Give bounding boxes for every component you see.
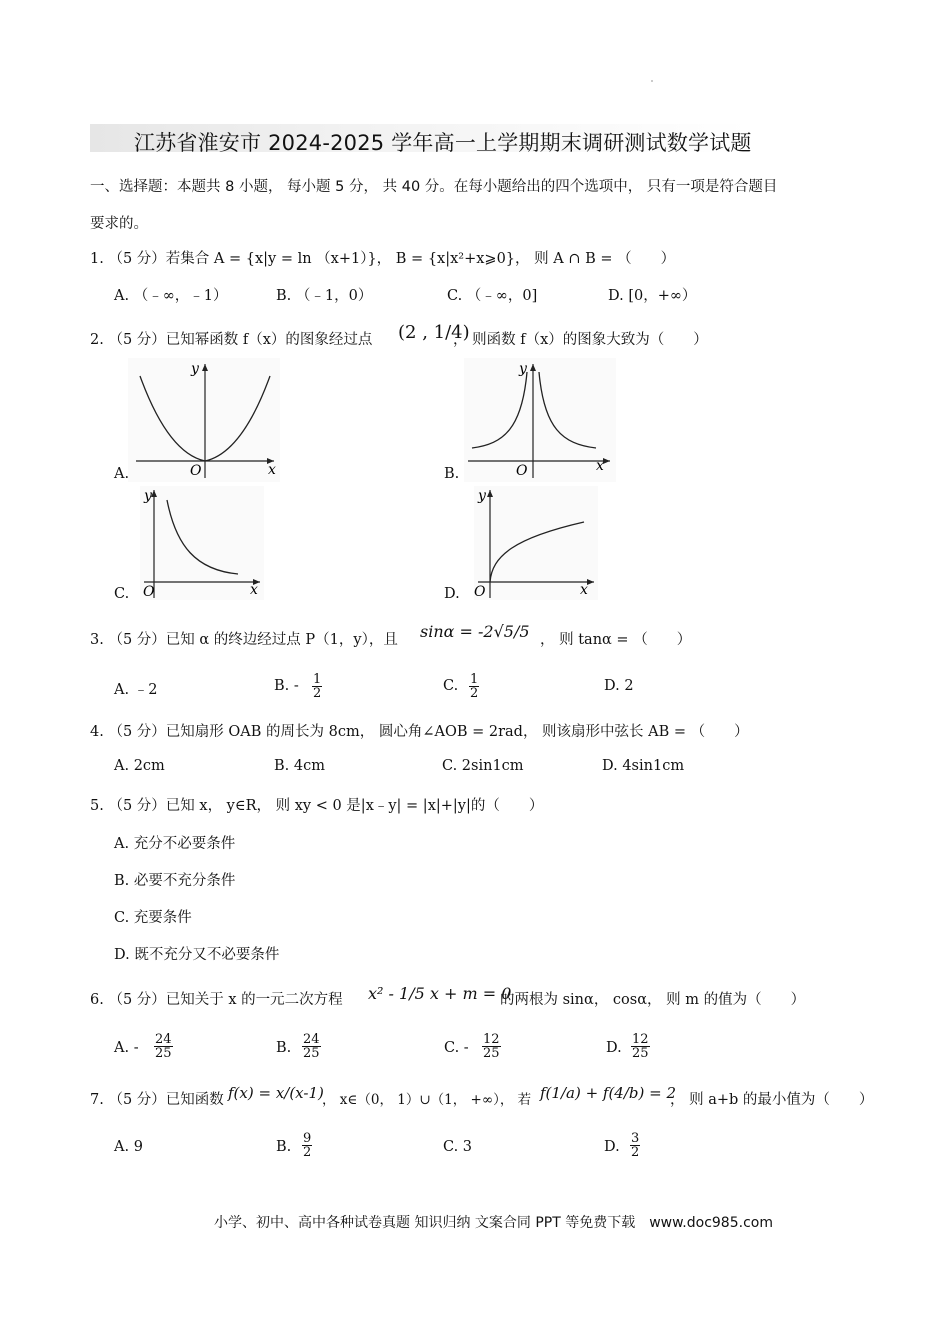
q6-option-b-frac-den: 25 xyxy=(303,1046,320,1061)
section-heading-line1: 一、选择题：本题共 8 小题， 每小题 5 分， 共 40 分。在每小题给出的四个选项中， 只有一项是符合题目 xyxy=(90,179,778,195)
q2-option-b: B. xyxy=(444,466,460,482)
q7-option-d-frac-num: 3 xyxy=(631,1131,640,1146)
q2-option-c: C. xyxy=(114,586,130,602)
q6-option-d-frac-den: 25 xyxy=(632,1046,649,1061)
q6-option-a: A. - xyxy=(114,1040,139,1056)
q2-graph-b-y-label: y xyxy=(519,361,527,377)
q2-graph-c-x-label: x xyxy=(250,582,258,598)
q2-graph-c-origin: O xyxy=(143,584,155,600)
q5-stem: 5. （5 分）已知 x， y∈R， 则 xy < 0 是|x﹣y| = |x|+|y|的（ ） xyxy=(90,798,544,814)
q2-stem-post: ， 则函数 f（x）的图象大致为（ ） xyxy=(453,332,708,348)
q7-stem-mid: ， x∈（0， 1）∪（1， +∞）， 若 xyxy=(322,1092,532,1108)
q7-function-math: f(x) = x/(x-1) xyxy=(228,1084,324,1102)
q3-option-b-frac-num: 1 xyxy=(313,672,322,687)
q6-option-c: C. - xyxy=(444,1040,469,1056)
q2-point-math: (2 , 1/4) xyxy=(398,322,470,343)
q2-stem-pre: 2. （5 分）已知幂函数 f（x）的图象经过点 xyxy=(90,332,373,348)
q2-option-d: D. xyxy=(444,586,460,602)
q7-stem-pre: 7. （5 分）已知函数 xyxy=(90,1092,224,1108)
q3-option-b-frac xyxy=(312,673,322,700)
q2-graph-c xyxy=(140,486,264,600)
q6-option-b-frac-num: 24 xyxy=(303,1032,320,1047)
q6-option-a-frac xyxy=(154,1033,173,1060)
q7-option-d: D. xyxy=(604,1139,620,1155)
q3-option-d: D. 2 xyxy=(604,678,634,694)
q6-option-b: B. xyxy=(276,1040,292,1056)
q6-option-d-frac-num: 12 xyxy=(632,1032,649,1047)
q7-option-b-frac-den: 2 xyxy=(303,1145,312,1160)
q3-option-b: B. - xyxy=(274,678,299,694)
q2-graph-a-origin: O xyxy=(190,463,202,479)
speck xyxy=(651,80,653,82)
q3-sin-math: sinα = -2√5/5 xyxy=(420,622,530,641)
q4-stem: 4. （5 分）已知扇形 OAB 的周长为 8cm， 圆心角∠AOB = 2rad， 则该扇形中弦长 AB = （ ） xyxy=(90,724,749,740)
q6-equation-math: x² - 1/5 x + m = 0 xyxy=(368,984,512,1003)
q7-option-d-frac xyxy=(630,1132,640,1159)
q3-option-a: A. ﹣2 xyxy=(114,682,158,698)
q7-option-c: C. 3 xyxy=(443,1139,473,1155)
q2-graph-b-x-label: x xyxy=(596,458,604,474)
section-heading-line2: 要求的。 xyxy=(90,216,148,232)
q6-option-b-frac xyxy=(302,1033,321,1060)
q2-graph-d xyxy=(474,486,598,600)
q3-stem-pre: 3. （5 分）已知 α 的终边经过点 P（1，y），且 xyxy=(90,632,398,648)
q2-graph-a-y-label: y xyxy=(191,361,199,377)
q7-option-b: B. xyxy=(276,1139,292,1155)
q6-option-a-frac-num: 24 xyxy=(155,1032,172,1047)
q5-option-d: D. 既不充分又不必要条件 xyxy=(114,947,280,963)
q4-option-a: A. 2cm xyxy=(114,758,165,774)
q2-graph-d-origin: O xyxy=(474,584,486,600)
q7-stem-post: ， 则 a+b 的最小值为（ ） xyxy=(670,1092,874,1108)
q1-option-d: D. [0，+∞） xyxy=(608,288,697,304)
q6-option-a-frac-den: 25 xyxy=(155,1046,172,1061)
q3-stem-post: ， 则 tanα = （ ） xyxy=(540,632,692,648)
q1-option-b: B. （﹣1，0） xyxy=(276,288,373,304)
q3-option-c-frac-num: 1 xyxy=(470,672,479,687)
q6-stem-post: 的两根为 sinα， cosα， 则 m 的值为（ ） xyxy=(500,992,806,1008)
q5-option-b: B. 必要不充分条件 xyxy=(114,873,236,889)
q3-option-c-frac-den: 2 xyxy=(470,686,479,701)
q3-option-c: C. xyxy=(443,678,459,694)
q6-option-c-frac-den: 25 xyxy=(483,1046,500,1061)
q5-option-c: C. 充要条件 xyxy=(114,910,192,926)
footer-ad: 小学、初中、高中各种试卷真题 知识归纳 文案合同 PPT 等免费下载 www.doc985.com xyxy=(214,1215,773,1231)
q3-option-c-frac xyxy=(469,673,479,700)
q2-graph-c-y-label: y xyxy=(144,488,152,504)
q2-graph-a xyxy=(128,358,280,482)
q2-graph-b-origin: O xyxy=(516,463,528,479)
q1-option-a: A. （﹣∞，﹣1） xyxy=(114,288,228,304)
q4-option-c: C. 2sin1cm xyxy=(442,758,524,774)
q2-graph-d-y-label: y xyxy=(478,488,486,504)
q2-graph-b xyxy=(464,358,616,482)
q3-option-b-frac-den: 2 xyxy=(313,686,322,701)
page-title: 江苏省淮安市 2024-2025 学年高一上学期期末调研测试数学试题 xyxy=(134,131,752,155)
q1-stem: 1. （5 分）若集合 A = {x|y = ln （x+1）}， B = {x|x²+x⩾0}， 则 A ∩ B = （ ） xyxy=(90,251,676,267)
q2-graph-d-x-label: x xyxy=(580,582,588,598)
q5-option-a: A. 充分不必要条件 xyxy=(114,836,236,852)
q1-option-c: C. （﹣∞，0] xyxy=(447,288,538,304)
q7-option-a: A. 9 xyxy=(114,1139,143,1155)
q6-option-d: D. xyxy=(606,1040,622,1056)
q4-option-b: B. 4cm xyxy=(274,758,325,774)
q6-option-c-frac xyxy=(482,1033,501,1060)
q6-stem-pre: 6. （5 分）已知关于 x 的一元二次方程 xyxy=(90,992,343,1008)
q7-option-b-frac-num: 9 xyxy=(303,1131,312,1146)
q6-option-d-frac xyxy=(631,1033,650,1060)
q2-graph-a-x-label: x xyxy=(268,462,276,478)
q7-option-d-frac-den: 2 xyxy=(631,1145,640,1160)
q2-option-a: A. xyxy=(114,466,130,482)
q4-option-d: D. 4sin1cm xyxy=(602,758,685,774)
q6-option-c-frac-num: 12 xyxy=(483,1032,500,1047)
q7-option-b-frac xyxy=(302,1132,312,1159)
q7-condition-math: f(1/a) + f(4/b) = 2 xyxy=(540,1084,677,1102)
